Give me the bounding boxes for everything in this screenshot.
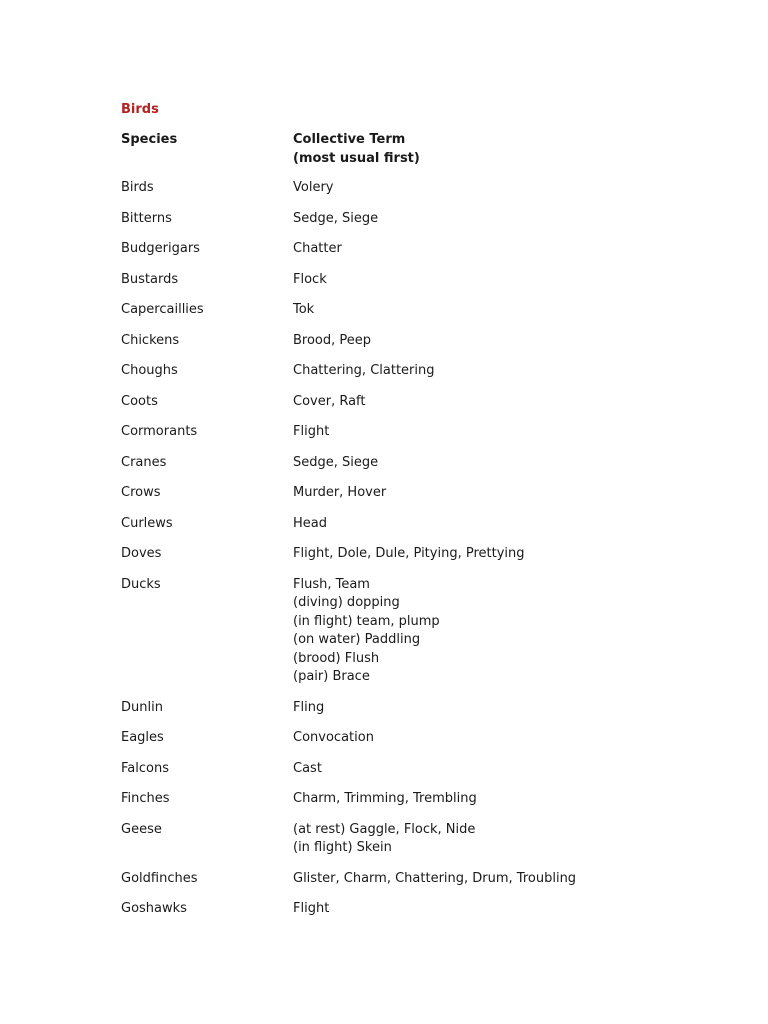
term-line: Brood, Peep (293, 332, 372, 348)
collective-term-cell (293, 271, 681, 290)
term-line: Flight (293, 901, 330, 916)
term-line: Volery (293, 180, 334, 195)
collective-term-cell (293, 301, 681, 320)
collective-term-cell (293, 210, 681, 229)
species-cell: Doves (121, 546, 162, 561)
term-line: (on water) Paddling (293, 632, 421, 647)
table-row (121, 484, 681, 503)
species-cell: Choughs (121, 363, 178, 378)
collective-term-cell (293, 454, 681, 473)
term-line: Cast (293, 760, 322, 776)
species-cell: Ducks (121, 576, 161, 592)
collective-term-cell (293, 699, 681, 718)
species-cell: Birds (121, 180, 154, 195)
term-line: (brood) Flush (293, 650, 380, 666)
table-row (121, 699, 681, 718)
table-row (121, 545, 681, 564)
table-row (121, 271, 681, 290)
term-line: (pair) Brace (293, 669, 370, 684)
collective-term-cell (293, 179, 681, 198)
table-row (121, 423, 681, 442)
species-cell: Falcons (121, 760, 169, 776)
term-line: Flock (293, 271, 327, 287)
collective-term-column-header (293, 131, 681, 168)
species-cell: Dunlin (121, 699, 163, 715)
term-line: Flight, Dole, Dule, Pitying, Prettying (293, 546, 525, 561)
species-cell: Cormorants (121, 424, 198, 439)
species-cell: Chickens (121, 332, 180, 348)
species-cell: Curlews (121, 515, 173, 531)
term-line: Sedge, Siege (293, 210, 379, 226)
collective-term-cell (293, 821, 681, 858)
document-page (121, 101, 681, 931)
table-row (121, 900, 681, 919)
term-line: Chattering, Clattering (293, 363, 435, 378)
collective-term-cell (293, 332, 681, 351)
table-row (121, 210, 681, 229)
section-title: Birds (121, 102, 159, 117)
table-row (121, 393, 681, 412)
collective-term-cell (293, 240, 681, 259)
collective-term-cell (293, 790, 681, 809)
term-line: Flush, Team (293, 576, 370, 592)
header-line: (most usual first) (293, 150, 420, 166)
species-cell: Bustards (121, 271, 179, 287)
table-row (121, 240, 681, 259)
species-table-body (121, 179, 681, 919)
term-line: Murder, Hover (293, 485, 387, 500)
term-line: Chatter (293, 241, 342, 256)
collective-term-cell (293, 423, 681, 442)
table-row (121, 760, 681, 779)
term-line: Cover, Raft (293, 393, 366, 409)
term-line: (diving) dopping (293, 595, 400, 610)
species-cell: Cranes (121, 454, 167, 470)
species-cell: Geese (121, 821, 162, 837)
table-row (121, 729, 681, 748)
species-cell: Goldfinches (121, 870, 198, 886)
collective-term-cell (293, 870, 681, 889)
table-header (121, 131, 681, 168)
term-line: Glister, Charm, Chattering, Drum, Troubling (293, 870, 577, 886)
table-row (121, 515, 681, 534)
species-cell: Goshawks (121, 901, 187, 916)
table-row (121, 821, 681, 858)
species-column-header: Species (121, 132, 178, 147)
collective-term-cell (293, 362, 681, 381)
table-row (121, 870, 681, 889)
term-line: (in flight) Skein (293, 840, 392, 855)
term-line: Convocation (293, 730, 374, 745)
term-line: Charm, Trimming, Trembling (293, 791, 477, 806)
table-row (121, 332, 681, 351)
collective-term-cell (293, 515, 681, 534)
table-row (121, 576, 681, 687)
table-row (121, 454, 681, 473)
table-row (121, 301, 681, 320)
collective-term-cell (293, 900, 681, 919)
species-cell: Eagles (121, 730, 164, 745)
collective-term-cell (293, 484, 681, 503)
species-cell: Budgerigars (121, 241, 200, 256)
term-line: (in flight) team, plump (293, 613, 440, 629)
term-line: Fling (293, 699, 325, 715)
table-row (121, 179, 681, 198)
species-cell: Bitterns (121, 210, 172, 226)
term-line: (at rest) Gaggle, Flock, Nide (293, 821, 476, 837)
species-cell: Coots (121, 393, 158, 409)
collective-term-cell (293, 760, 681, 779)
collective-term-cell (293, 393, 681, 412)
table-row (121, 362, 681, 381)
collective-term-cell (293, 545, 681, 564)
species-cell: Finches (121, 791, 170, 806)
collective-term-cell (293, 576, 681, 687)
species-cell: Crows (121, 485, 161, 500)
collective-term-cell (293, 729, 681, 748)
species-cell: Capercaillies (121, 302, 204, 317)
term-line: Flight (293, 424, 330, 439)
header-line: Collective Term (293, 132, 406, 147)
term-line: Tok (293, 302, 315, 317)
table-row (121, 790, 681, 809)
term-line: Sedge, Siege (293, 454, 379, 470)
term-line: Head (293, 515, 327, 531)
